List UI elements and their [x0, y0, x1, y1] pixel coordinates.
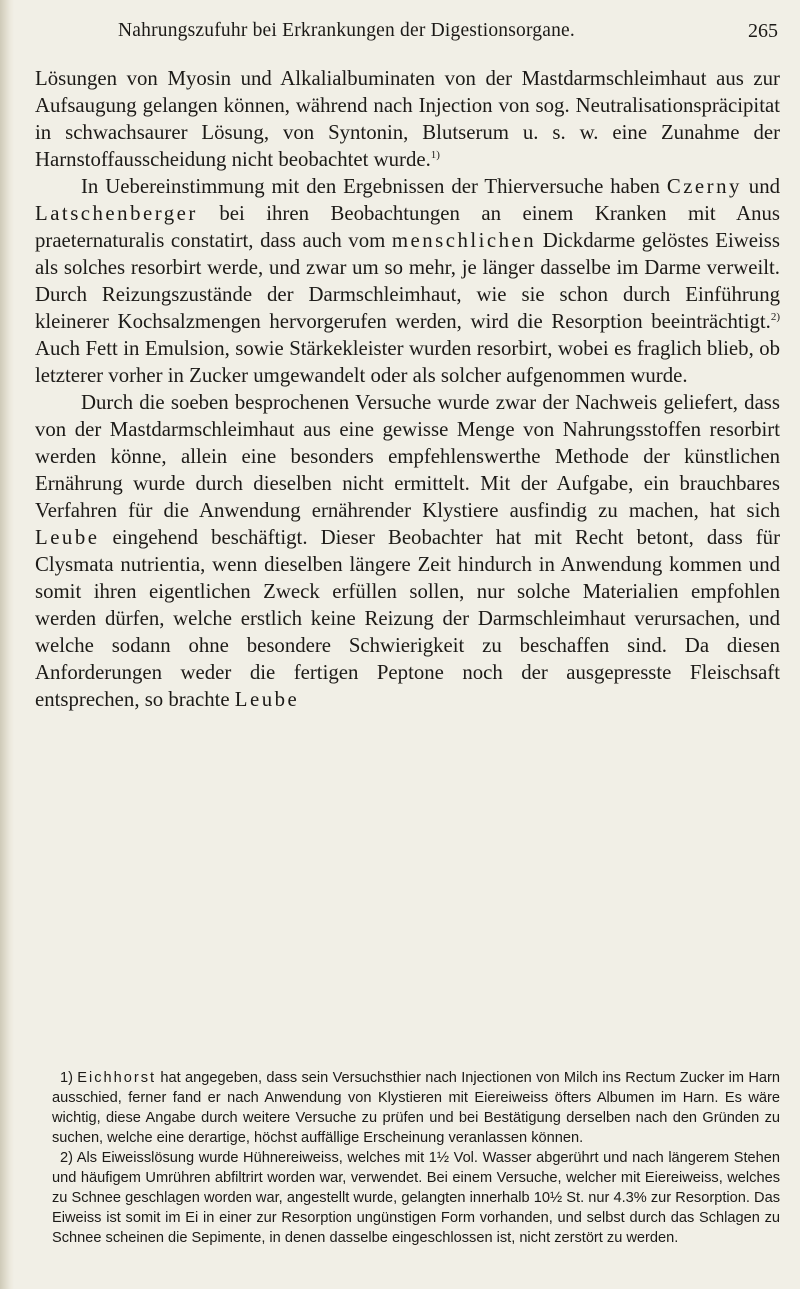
paragraph-1-text: Lösungen von Myosin und Alkalialbuminaten von der Mastdarmschleimhaut aus zur Aufsaugung gelangen können, während nach Injection von sog. Neutralisationspräcipitat in schwachsaurer Lösung, von Syntonin, Blutserum u. s. w. eine Zunahme der Harnstoffausscheidung nicht beobachtet wurde. — [35, 67, 780, 171]
main-text — [35, 65, 780, 713]
paragraph-2-conjunction: und — [741, 175, 780, 198]
footnote-ref-1: 1) — [430, 149, 440, 161]
footnote-ref-2: 2) — [770, 311, 780, 323]
author-name-eichhorst: Eichhorst — [77, 1070, 157, 1086]
paragraph-2-text-d: Auch Fett in Emulsion, sowie Stärkekleister wurden resorbirt, wobei es fraglich blieb, ob letzterer vorher in Zucker umgewandelt oder als solcher aufgenommen wurde. — [35, 337, 780, 387]
author-name-czerny: Czerny — [666, 175, 742, 198]
paragraph-3 — [35, 389, 780, 713]
author-name-leube: Leube — [35, 526, 100, 549]
paragraph-3-text-a: Durch die soeben besprochenen Versuche wurde zwar der Nachweis geliefert, dass von der Mastdarmschleimhaut aus eine gewisse Menge von Nahrungsstoffen resorbirt werden könne, allein eine besonders empfehlenswerthe Methode der künstlichen Ernährung wurde durch dieselben nicht ermittelt. Mit der Aufgabe, ein brauchbares Verfahren für die Anwendung ernährender Klystiere ausfindig zu machen, hat sich — [35, 391, 780, 522]
author-name-leube-2: Leube — [234, 688, 300, 711]
footnote-2 — [52, 1148, 780, 1248]
emphasis-menschlichen: menschlichen — [391, 229, 537, 252]
paragraph-2 — [35, 173, 780, 389]
footnotes — [52, 1068, 780, 1248]
paragraph-2-text-a: In Uebereinstimmung mit den Ergebnissen der Thierversuche haben — [81, 175, 667, 198]
page-header — [118, 20, 778, 50]
footnote-2-text: Als Eiweisslösung wurde Hühnereiweiss, welches mit 1½ Vol. Wasser abgerührt und nach längerem Stehen und häufigem Umrühren abfiltrirt worden war, verwendet. Bei einem Versuche, welcher mit Eiereiweiss, welches zu Schnee geschlagen worden war, angestellt wurde, gelangten innerhalb 10½ St. nur 4.3% zur Resorption. Das Eiweiss ist somit im Ei in einer zur Resorption ungünstigen Form vorhanden, und selbst durch das Schlagen zu Schnee scheinen die Sepimente, in denen dasselbe eingeschlossen ist, nicht zerstört zu werden. — [52, 1150, 781, 1246]
footnote-1-text: hat angegeben, dass sein Versuchsthier nach Injectionen von Milch ins Rectum Zucker im Harn ausschied, ferner fand er nach Anwendung von Klystieren mit Eiereiweiss öfters Albumen im Harn. Es wäre wichtig, diese Angabe durch weitere Versuche zu prüfen und bei Bestätigung derselben nach den Gründen zu suchen, welche eine derartige, höchst auffällige Erscheinung veranlassen können. — [52, 1070, 780, 1146]
page-number: 265 — [748, 20, 778, 42]
paragraph-1 — [35, 65, 780, 173]
paragraph-3-text-b: eingehend beschäftigt. Dieser Beobachter hat mit Recht betont, dass für Clysmata nutrientia, wenn dieselben längere Zeit hindurch in Anwendung kommen und somit ihren eigentlichen Zweck erfüllen sollen, nur solche Materialien empfohlen werden dürfen, welche erstlich keine Reizung der Darmschleimhaut verursachen, und welche sodann ohne besondere Schwierigkeit zu beschaffen sind. Da diesen Anforderungen weder die fertigen Peptone noch der ausgepresste Fleischsaft entsprechen, so brachte — [35, 526, 780, 711]
author-name-latschenberger: Latschenberger — [35, 202, 198, 225]
footnote-1 — [52, 1068, 780, 1148]
paragraph-2-text-b: bei ihren Beobachtungen an einem Kranken mit Anus praeternaturalis constatirt, dass auch vom — [35, 202, 780, 252]
page-binding-edge — [0, 0, 14, 1289]
footnote-2-marker: 2) — [60, 1150, 73, 1166]
paragraph-2-text-c: Dickdarme gelöstes Eiweiss als solches resorbirt werde, und zwar um so mehr, je länger dasselbe im Darme verweilt. Durch Reizungszustände der Darmschleimhaut, wie sie schon durch Einführung kleinerer Kochsalzmengen hervorgerufen werden, wird die Resorption beeinträchtigt. — [35, 229, 780, 333]
running-title: Nahrungszufuhr bei Erkrankungen der Digestionsorgane. — [118, 20, 575, 41]
footnote-1-marker: 1) — [60, 1070, 73, 1086]
